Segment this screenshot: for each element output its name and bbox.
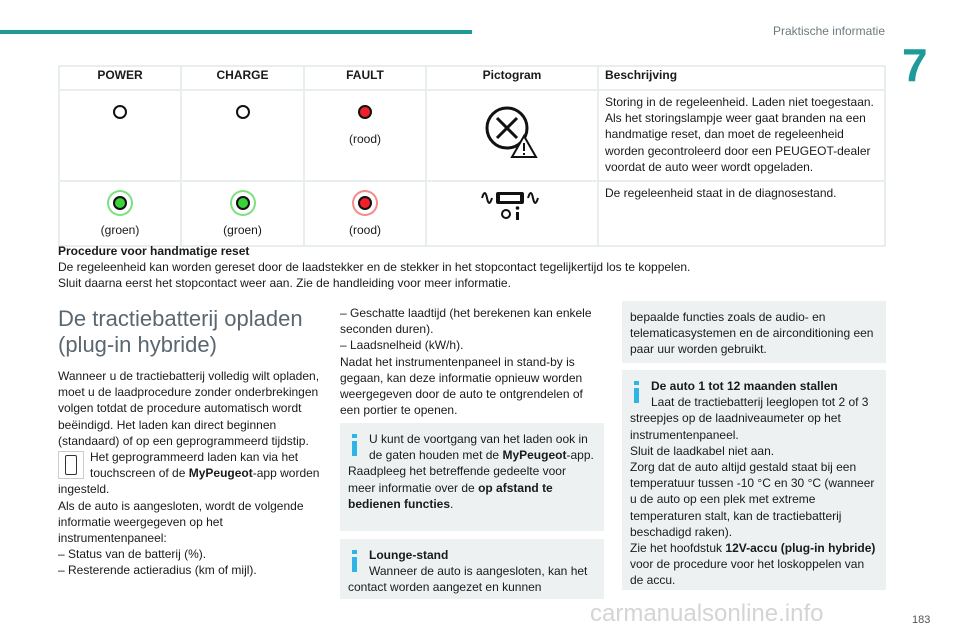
- procedure-line: Sluit daarna eerst het stopcontact weer aan. Zie de handleiding voor meer informatie.: [58, 276, 511, 291]
- header-bar: [0, 30, 472, 34]
- led-off-icon: [113, 105, 127, 119]
- box-title: Lounge-stand: [369, 548, 449, 562]
- led-caption: (groen): [100, 223, 140, 238]
- watermark: carmanualsonline.info: [590, 600, 824, 627]
- led-red-blinking-icon: [358, 196, 372, 210]
- text: -app.: [566, 448, 594, 463]
- paragraph: Wanneer u de tractiebatterij volledig wilt opladen, moet u de laadprocedure zonder onderbrekingen volgen totdat de procedure automatisch wordt beëindigd. Het laden kan direct beginnen (standaard) of op een geprogrammeerd tijdstip.: [58, 369, 320, 448]
- box-title: De auto 1 tot 12 maanden stallen: [651, 379, 838, 393]
- info-box: [622, 301, 886, 363]
- paragraph: [58, 449, 322, 498]
- th-charge: CHARGE: [181, 66, 304, 90]
- table-row: [59, 90, 885, 181]
- text: Het geprogrammeerd laden kan via het touchscreen of de: [90, 450, 299, 481]
- list-item: – Laadsnelheid (kW/h).: [340, 338, 464, 353]
- heading: De tractiebatterij opladen (plug-in hybride): [58, 306, 303, 357]
- description: Storing in de regeleenheid. Laden niet toegestaan. Als het storingslampje weer gaat branden na een handmatige reset, dan moet de regeleenheid worden gecontroleerd door een PEUGEOT-dealer voordat de auto weer wordt opgeladen.: [598, 90, 885, 181]
- th-power: POWER: [59, 66, 181, 90]
- text: MyPeugeot: [188, 466, 253, 481]
- led-green-blinking-icon: [113, 196, 127, 210]
- paragraph: Als de auto is aangesloten, wordt de volgende informatie weergegeven op het instrumentenpaneel:: [58, 498, 304, 546]
- led-caption: (rood): [348, 132, 381, 147]
- list-item: – Resterende actieradius (km of mijl).: [58, 563, 257, 578]
- text: op afstand te bedienen functies: [348, 480, 553, 511]
- text: MyPeugeot: [502, 448, 567, 463]
- led-table: [58, 65, 886, 247]
- procedure-line: De regeleenheid kan worden gereset door de laadstekker en de stekker in het stopcontact tegelijkertijd los te koppelen.: [58, 260, 691, 275]
- th-pictogram: Pictogram: [426, 66, 598, 90]
- info-box: [340, 539, 604, 599]
- text: Raadpleeg het betreffende gedeelte voor meer informatie over de: [348, 464, 566, 495]
- column-1: [58, 306, 322, 579]
- led-red-icon: [358, 105, 372, 119]
- text: Wanneer de auto is aangesloten, kan het contact worden aangezet en kunnen: [348, 564, 588, 595]
- fault-warning-icon: [482, 103, 542, 163]
- th-description: Beschrijving: [598, 66, 885, 90]
- chapter-number: 7: [902, 39, 928, 91]
- text: -app worden ingesteld.: [58, 466, 320, 497]
- info-box: [340, 423, 604, 531]
- smartphone-icon: [58, 451, 84, 479]
- section-title: Praktische informatie: [772, 24, 885, 38]
- paragraph: Nadat het instrumentenpaneel in stand-by is gegaan, kan deze informatie opnieuw worden weergegeven door de auto te ontgrendelen of een portier te openen.: [340, 354, 583, 418]
- list-item: – Status van de batterij (%).: [58, 547, 207, 562]
- list-item: – Geschatte laadtijd (het berekenen kan enkele seconden duren).: [340, 306, 592, 337]
- info-icon: [352, 550, 357, 572]
- text: Zie het hoofdstuk: [630, 541, 726, 556]
- table-row: [59, 181, 885, 246]
- led-green-blinking-icon: [236, 196, 250, 210]
- page-number: 183: [912, 614, 931, 626]
- text: .: [450, 496, 454, 511]
- info-icon: [634, 381, 639, 403]
- led-off-icon: [236, 105, 250, 119]
- text: U kunt de voortgang van het laden ook in de gaten houden met de: [369, 432, 588, 463]
- info-icon: [352, 434, 357, 456]
- description: De regeleenheid staat in de diagnosestand.: [598, 181, 885, 246]
- text: Laat de tractiebatterij leeglopen tot 2 of 3 streepjes op de laadniveaumeter op het instrumentenpaneel.: [630, 395, 869, 442]
- info-box: [622, 370, 886, 590]
- th-fault: FAULT: [304, 66, 426, 90]
- led-caption: (rood): [348, 223, 381, 238]
- procedure-section: [58, 243, 888, 292]
- text: Sluit de laadkabel niet aan.: [630, 443, 775, 458]
- text: Zorg dat de auto altijd gestald staat bij een temperatuur tussen -10 °C en 30 °C (wanneer u de auto op een plek met extreme temperaturen stalt, kan de tractiebatterij beschadigd raken).: [630, 460, 875, 539]
- column-2: [340, 305, 604, 418]
- text: voor de procedure voor het loskoppelen van de accu.: [630, 557, 865, 588]
- diagnostic-mode-icon: [480, 188, 544, 222]
- text: bepaalde functies zoals de audio- en telematicasystemen en de airconditioning een paar uur worden gebruikt.: [630, 310, 874, 357]
- led-caption: (groen): [223, 223, 262, 238]
- text: 12V-accu (plug-in hybride): [725, 541, 876, 556]
- procedure-title: Procedure voor handmatige reset: [58, 244, 250, 258]
